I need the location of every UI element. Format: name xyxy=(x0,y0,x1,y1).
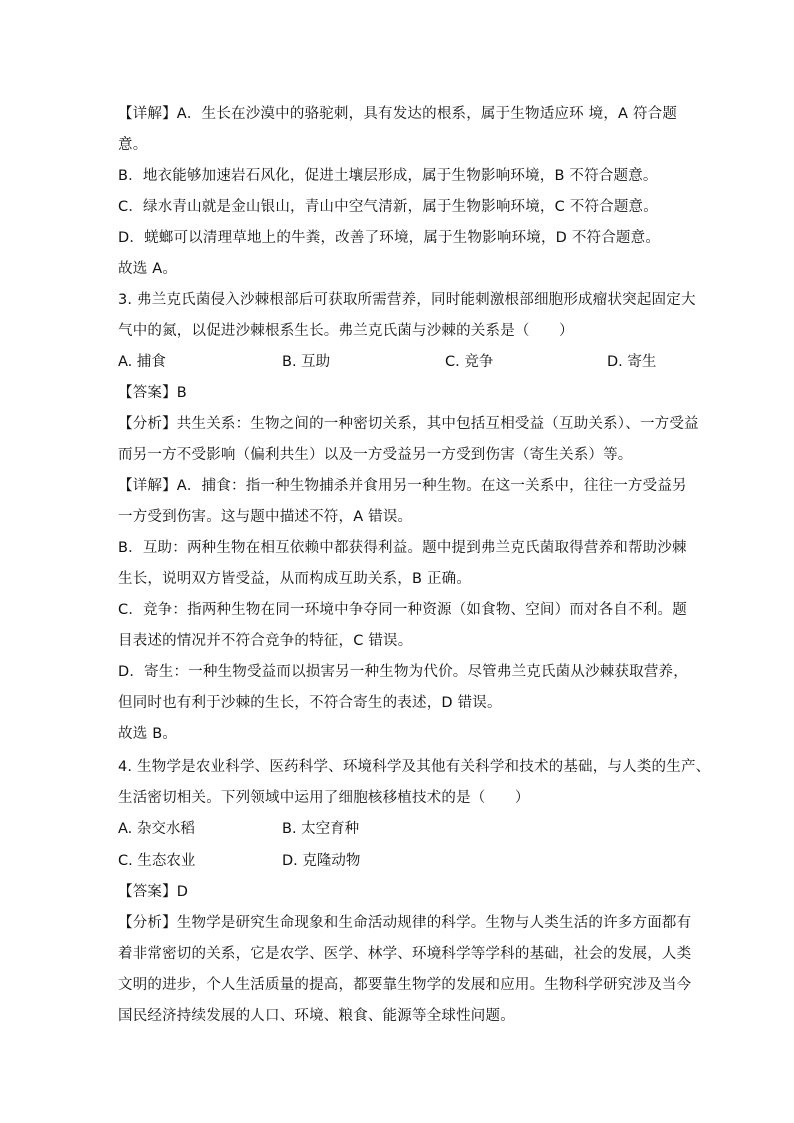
question-3-option-a: A. 捕食 xyxy=(118,354,166,370)
question-4-option-a: A. 杂交水稻 xyxy=(118,821,195,837)
question-3-selection: 故选 B。 xyxy=(118,726,178,742)
question-3-stem: 气中的氮，以促进沙棘根系生长。弗兰克氏菌与沙棘的关系是（ ） xyxy=(118,323,574,339)
explanation-line: C．绿水青山就是金山银山，青山中空气清新，属于生物影响环境，C 不符合题意。 xyxy=(118,199,658,215)
question-4-option-c: C. 生态农业 xyxy=(118,853,196,869)
question-4-stem: 生活密切相关。下列领域中运用了细胞核移植技术的是（ ） xyxy=(118,790,530,806)
question-4-analysis: 文明的进步，个人生活质量的提高，都要靠生物学的发展和应用。生物科学研究涉及当今 xyxy=(118,977,692,993)
question-3-stem: 3. 弗兰克氏菌侵入沙棘根部后可获取所需营养，同时能刺激根部细胞形成瘤状突起固定大 xyxy=(118,292,696,308)
question-4-analysis: 【分析】生物学是研究生命现象和生命活动规律的科学。生物与人类生活的许多方面都有 xyxy=(118,915,692,931)
explanation-line: 意。 xyxy=(118,137,148,153)
question-4-analysis: 国民经济持续发展的人口、环境、粮食、能源等全球性问题。 xyxy=(118,1008,515,1024)
question-3-detail: 一方受到伤害。这与题中描述不符，A 错误。 xyxy=(118,509,413,525)
question-3-detail: 【详解】A．捕食：指一种生物捕杀并食用另一种生物。在这一关系中，往往一方受益另 xyxy=(118,478,687,494)
question-4-analysis: 着非常密切的关系，它是农学、医学、林学、环境科学等学科的基础，社会的发展，人类 xyxy=(118,946,692,962)
question-4-stem: 4. 生物学是农业科学、医药科学、环境科学及其他有关科学和技术的基础，与人类的生产、 xyxy=(118,759,711,775)
question-3-detail: B．互助：两种生物在相互依赖中都获得利益。题中提到弗兰克氏菌取得营养和帮助沙棘 xyxy=(118,540,687,556)
question-3-detail: 但同时也有利于沙棘的生长，不符合寄生的表述，D 错误。 xyxy=(118,695,502,711)
question-3-analysis: 而另一方不受影响（偏利共生）以及一方受益另一方受到伤害（寄生关系）等。 xyxy=(118,447,633,463)
question-3-analysis: 【分析】共生关系：生物之间的一种密切关系，其中包括互相受益（互助关系）、一方受益 xyxy=(118,416,699,432)
question-3-detail: 目表述的情况并不符合竞争的特征，C 错误。 xyxy=(118,633,413,649)
question-4-option-b: B. 太空育种 xyxy=(282,821,360,837)
question-4-answer: 【答案】D xyxy=(118,884,189,900)
question-4-option-d: D. 克隆动物 xyxy=(282,853,361,869)
explanation-line: 【详解】A．生长在沙漠中的骆驼刺，具有发达的根系，属于生物适应环 境，A 符合题 xyxy=(118,106,678,122)
question-3-detail: D．寄生：一种生物受益而以损害另一种生物为代价。尽管弗兰克氏菌从沙棘获取营养， xyxy=(118,664,688,680)
question-3-answer: 【答案】B xyxy=(118,385,187,401)
question-3-option-b: B. 互助 xyxy=(282,354,331,370)
explanation-line: B．地衣能够加速岩石风化，促进土壤层形成，属于生物影响环境，B 不符合题意。 xyxy=(118,168,658,184)
explanation-line: D．蜣螂可以清理草地上的牛粪，改善了环境，属于生物影响环境，D 不符合题意。 xyxy=(118,230,661,246)
question-3-detail: C．竞争：指两种生物在同一环境中争夺同一种资源（如食物、空间）而对各自不利。题 xyxy=(118,602,687,618)
question-3-option-c: C. 竞争 xyxy=(445,354,494,370)
question-3-option-d: D. 寄生 xyxy=(607,354,657,370)
selection-line: 故选 A。 xyxy=(118,261,178,277)
question-3-detail: 生长，说明双方皆受益，从而构成互助关系，B 正确。 xyxy=(118,571,472,587)
